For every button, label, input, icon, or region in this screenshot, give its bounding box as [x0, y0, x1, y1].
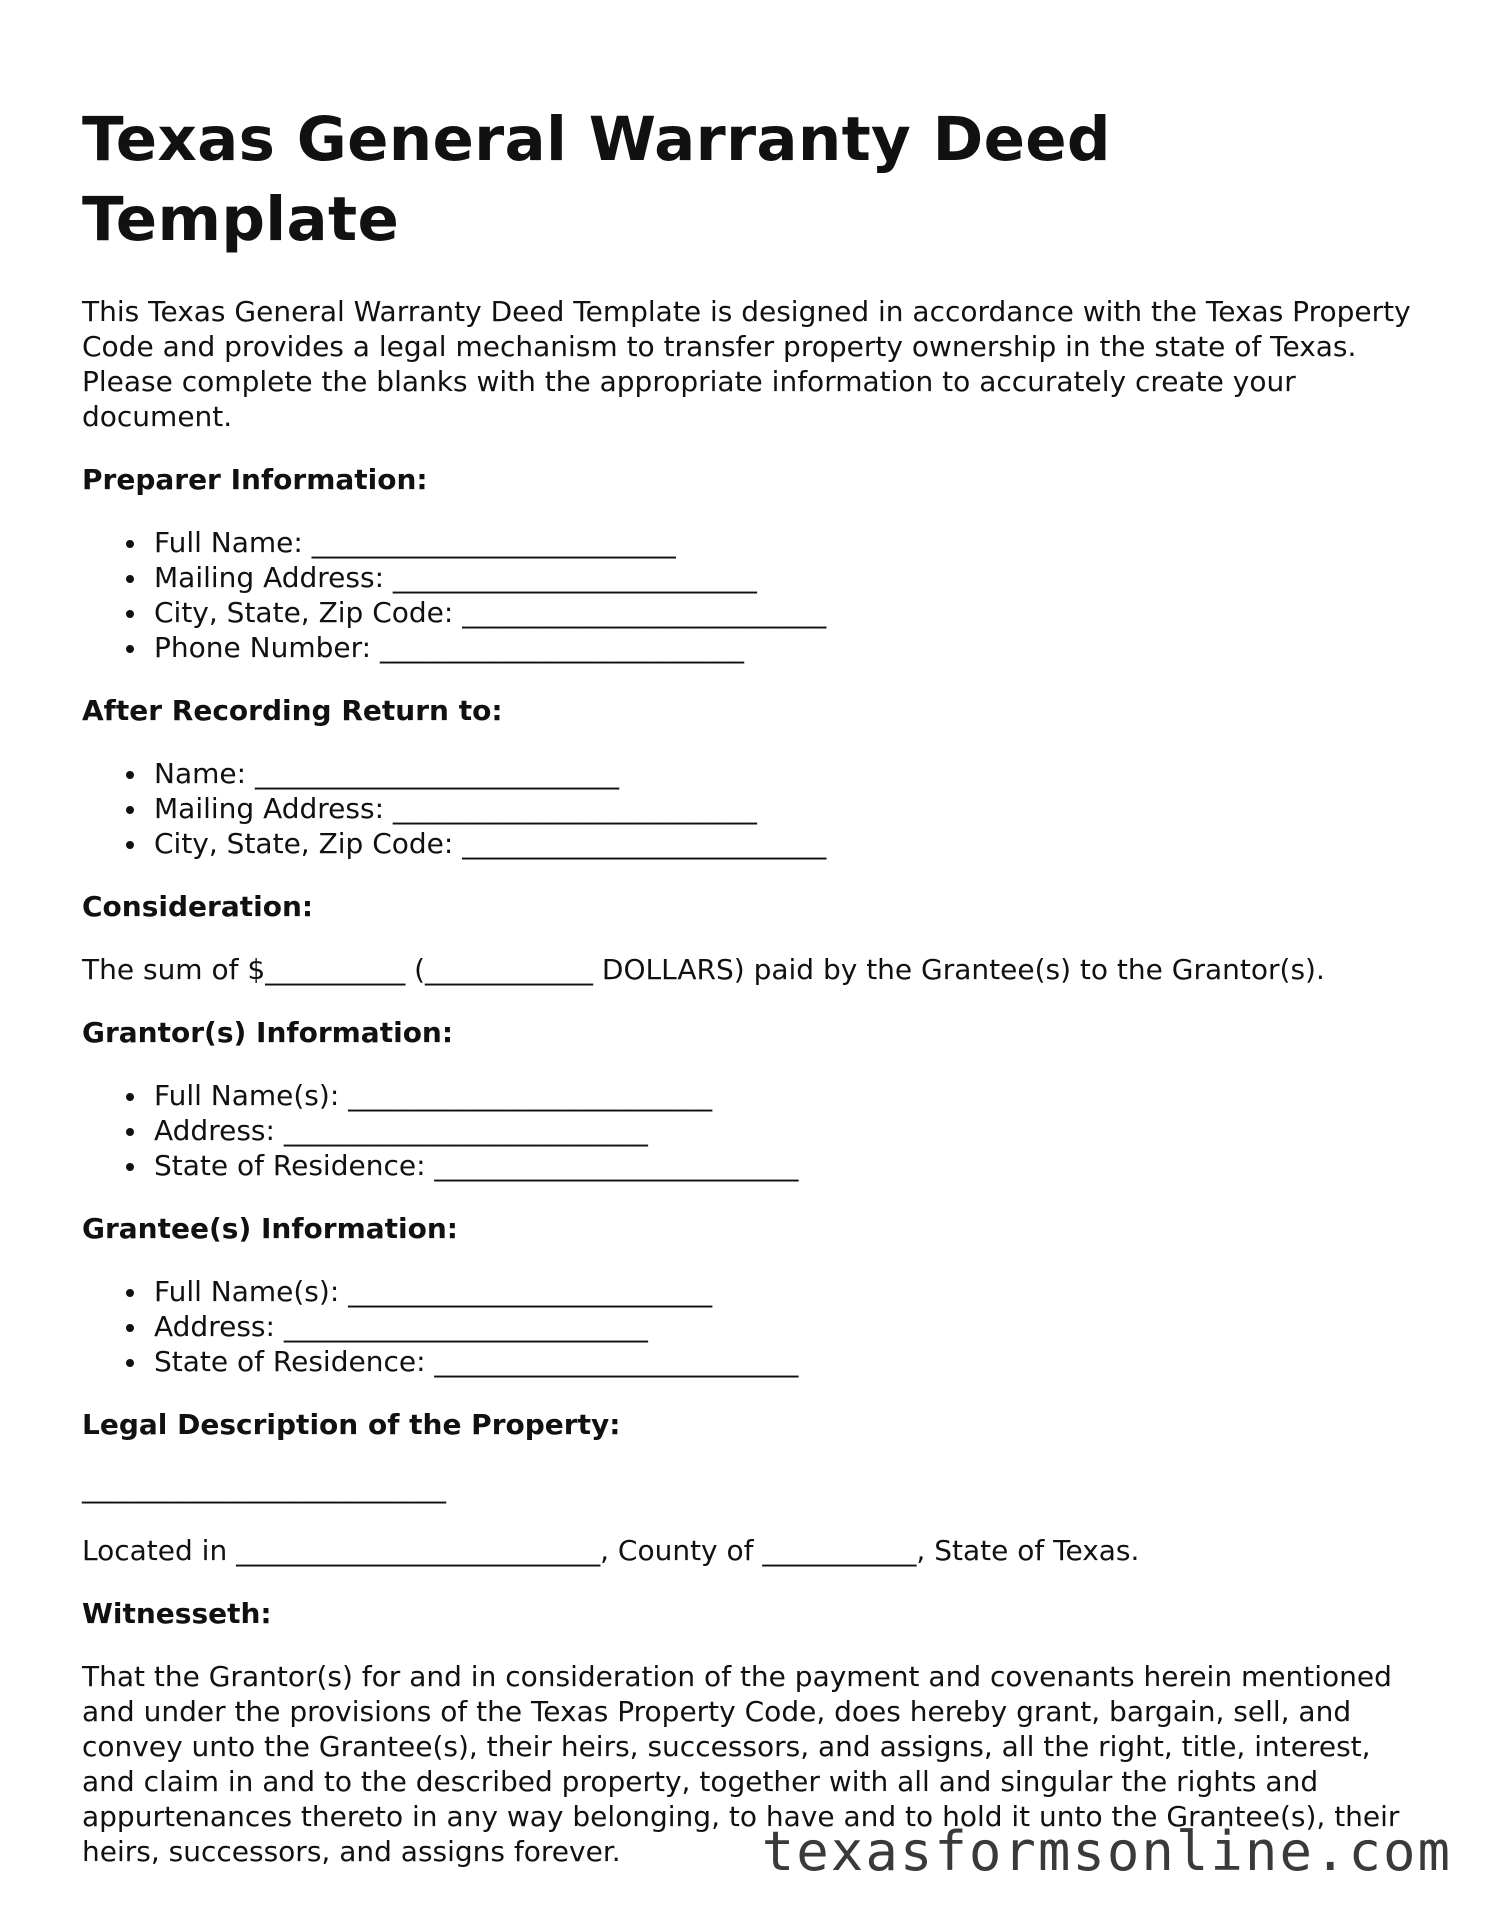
- location-text: Located in __________________________, County of ___________, State of Texas.: [82, 1534, 1140, 1567]
- consideration-text: The sum of $__________ (____________ DOLLARS) paid by the Grantee(s) to the Grantor(s).: [82, 953, 1325, 986]
- grantee-list: [82, 1274, 1422, 1379]
- grantor-heading: Grantor(s) Information:: [82, 1016, 454, 1049]
- witnesseth-text: That the Grantor(s) for and in consideration of the payment and covenants herein mentioned and under the provisions of the Texas Property Code, does hereby grant, bargain, sell, and convey unto the Grantee(s), their heirs, successors, and assigns, all the right, title, interest, and claim in and to the described property, together with all and singular the rights and appurtenances thereto in any way belonging, to have and to hold it unto the Grantee(s), their heirs, successors, and assigns forever.: [82, 1660, 1400, 1868]
- return-to-heading: After Recording Return to:: [82, 694, 503, 727]
- legal-description-heading: Legal Description of the Property:: [82, 1408, 621, 1441]
- list-item: Full Name(s): __________________________: [154, 1078, 1422, 1113]
- grantor-list: [82, 1078, 1422, 1183]
- list-item: Full Name: __________________________: [154, 525, 1422, 560]
- legal-description-blank: __________________________: [82, 1471, 446, 1504]
- intro-paragraph: This Texas General Warranty Deed Template is designed in accordance with the Texas Property Code and provides a legal mechanism to transfer property ownership in the state of Texas. Please complete the blanks with the appropriate information to accurately create your document.: [82, 295, 1411, 433]
- document-page: [82, 100, 1422, 1897]
- list-item: Mailing Address: __________________________: [154, 791, 1422, 826]
- preparer-list: [82, 525, 1422, 665]
- list-item: Mailing Address: __________________________: [154, 560, 1422, 595]
- witnesseth-heading: Witnesseth:: [82, 1597, 272, 1630]
- list-item: City, State, Zip Code: __________________________: [154, 826, 1422, 861]
- list-item: Address: __________________________: [154, 1309, 1422, 1344]
- list-item: Address: __________________________: [154, 1113, 1422, 1148]
- list-item: Full Name(s): __________________________: [154, 1274, 1422, 1309]
- list-item: Phone Number: __________________________: [154, 630, 1422, 665]
- list-item: Name: __________________________: [154, 756, 1422, 791]
- preparer-heading: Preparer Information:: [82, 463, 428, 496]
- site-watermark: texasformsonline.com: [761, 1820, 1452, 1883]
- list-item: City, State, Zip Code: __________________________: [154, 595, 1422, 630]
- grantee-heading: Grantee(s) Information:: [82, 1212, 458, 1245]
- return-to-list: [82, 756, 1422, 861]
- page-title: Texas General Warranty Deed Template: [82, 104, 1111, 255]
- consideration-heading: Consideration:: [82, 890, 314, 923]
- list-item: State of Residence: __________________________: [154, 1148, 1422, 1183]
- list-item: State of Residence: __________________________: [154, 1344, 1422, 1379]
